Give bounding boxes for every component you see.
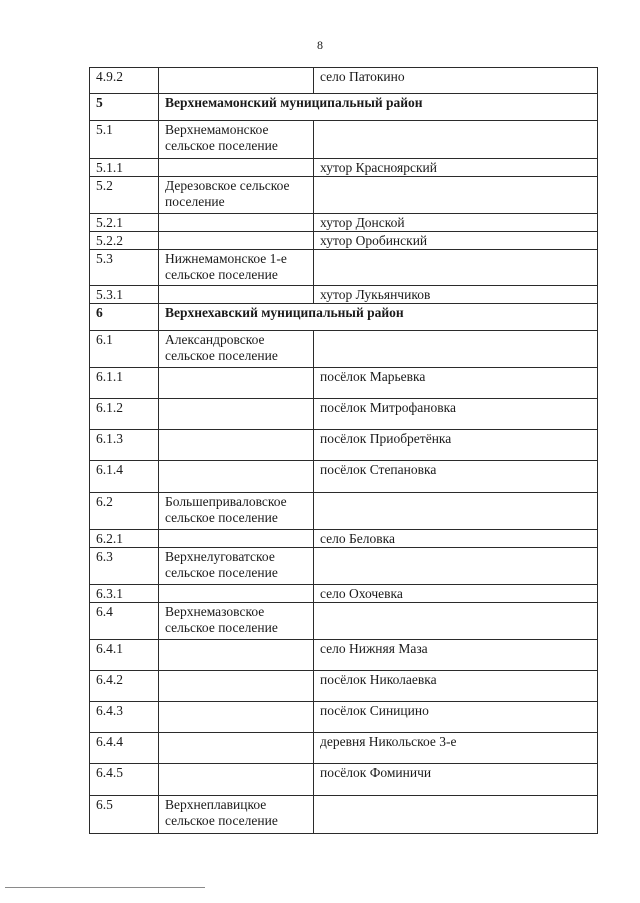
- locality-name: посёлок Николаевка: [314, 671, 598, 702]
- table-row: [90, 733, 598, 764]
- row-number: 6.1.3: [90, 430, 159, 461]
- locality-name: хутор Красноярский: [314, 159, 598, 177]
- row-number: 6.4.3: [90, 702, 159, 733]
- table-row: [90, 548, 598, 585]
- locality-name: село Нижняя Маза: [314, 640, 598, 671]
- settlement-name: Большеприваловское сельское поселение: [159, 493, 314, 530]
- settlement-name: [159, 214, 314, 232]
- settlements-table: [89, 67, 598, 834]
- table-row: [90, 121, 598, 159]
- district-name: Верхнемамонский муниципальный район: [159, 94, 598, 121]
- table-row: [90, 214, 598, 232]
- settlement-name: [159, 286, 314, 304]
- locality-name: хутор Оробинский: [314, 232, 598, 250]
- locality-name: село Беловка: [314, 530, 598, 548]
- table-row: [90, 399, 598, 430]
- table-row: [90, 603, 598, 640]
- table-row: [90, 177, 598, 214]
- row-number: 5.2.2: [90, 232, 159, 250]
- row-number: 6.4.1: [90, 640, 159, 671]
- row-number: 6.1.2: [90, 399, 159, 430]
- settlement-name: [159, 232, 314, 250]
- locality-name: [314, 603, 598, 640]
- row-number: 6.4.5: [90, 764, 159, 796]
- settlement-name: Нижнемамонское 1-е сельское поселение: [159, 250, 314, 286]
- locality-name: село Патокино: [314, 68, 598, 94]
- row-number: 6.4: [90, 603, 159, 640]
- settlement-name: Верхнелуговатское сельское поселение: [159, 548, 314, 585]
- table-row: [90, 796, 598, 834]
- row-number: 6: [90, 304, 159, 331]
- locality-name: [314, 121, 598, 159]
- locality-name: хутор Лукьянчиков: [314, 286, 598, 304]
- locality-name: [314, 331, 598, 368]
- row-number: 5.1: [90, 121, 159, 159]
- locality-name: посёлок Фоминичи: [314, 764, 598, 796]
- row-number: 5.2.1: [90, 214, 159, 232]
- table-row: [90, 702, 598, 733]
- settlement-name: [159, 640, 314, 671]
- district-name: Верхнехавский муниципальный район: [159, 304, 598, 331]
- row-number: 6.3.1: [90, 585, 159, 603]
- row-number: 6.2: [90, 493, 159, 530]
- table-row: [90, 461, 598, 493]
- row-number: 5.1.1: [90, 159, 159, 177]
- settlement-name: [159, 461, 314, 493]
- row-number: 6.1.1: [90, 368, 159, 399]
- settlement-name: [159, 585, 314, 603]
- settlement-name: Верхнемамонское сельское поселение: [159, 121, 314, 159]
- table-row: [90, 68, 598, 94]
- settlement-name: [159, 764, 314, 796]
- row-number: 6.4.4: [90, 733, 159, 764]
- row-number: 4.9.2: [90, 68, 159, 94]
- settlement-name: [159, 530, 314, 548]
- settlement-name: [159, 68, 314, 94]
- locality-name: [314, 796, 598, 834]
- locality-name: село Охочевка: [314, 585, 598, 603]
- row-number: 5.2: [90, 177, 159, 214]
- settlement-name: [159, 430, 314, 461]
- locality-name: [314, 548, 598, 585]
- locality-name: [314, 250, 598, 286]
- locality-name: посёлок Митрофановка: [314, 399, 598, 430]
- settlement-name: [159, 671, 314, 702]
- footer-rule: [5, 887, 205, 888]
- settlement-name: Верхнемазовское сельское поселение: [159, 603, 314, 640]
- row-number: 6.5: [90, 796, 159, 834]
- district-row: [90, 304, 598, 331]
- row-number: 5.3: [90, 250, 159, 286]
- table-row: [90, 530, 598, 548]
- table-row: [90, 331, 598, 368]
- settlement-name: [159, 159, 314, 177]
- table-row: [90, 159, 598, 177]
- district-row: [90, 94, 598, 121]
- row-number: 5.3.1: [90, 286, 159, 304]
- settlement-name: Верхнеплавицкое сельское поселение: [159, 796, 314, 834]
- page-number: 8: [317, 38, 323, 52]
- row-number: 6.1.4: [90, 461, 159, 493]
- locality-name: деревня Никольское 3-е: [314, 733, 598, 764]
- locality-name: посёлок Марьевка: [314, 368, 598, 399]
- locality-name: посёлок Приобретёнка: [314, 430, 598, 461]
- table-row: [90, 671, 598, 702]
- settlement-name: [159, 399, 314, 430]
- locality-name: посёлок Степановка: [314, 461, 598, 493]
- settlement-name: [159, 368, 314, 399]
- row-number: 6.4.2: [90, 671, 159, 702]
- table-row: [90, 585, 598, 603]
- settlement-name: Александровское сельское поселение: [159, 331, 314, 368]
- settlement-name: [159, 702, 314, 733]
- locality-name: посёлок Синицино: [314, 702, 598, 733]
- settlement-name: Дерезовское сельское поселение: [159, 177, 314, 214]
- table-row: [90, 764, 598, 796]
- table-row: [90, 286, 598, 304]
- row-number: 6.2.1: [90, 530, 159, 548]
- table-row: [90, 430, 598, 461]
- settlement-name: [159, 733, 314, 764]
- table-row: [90, 250, 598, 286]
- table-row: [90, 232, 598, 250]
- locality-name: хутор Донской: [314, 214, 598, 232]
- locality-name: [314, 493, 598, 530]
- row-number: 6.1: [90, 331, 159, 368]
- row-number: 6.3: [90, 548, 159, 585]
- table-row: [90, 640, 598, 671]
- locality-name: [314, 177, 598, 214]
- table-row: [90, 368, 598, 399]
- row-number: 5: [90, 94, 159, 121]
- table-row: [90, 493, 598, 530]
